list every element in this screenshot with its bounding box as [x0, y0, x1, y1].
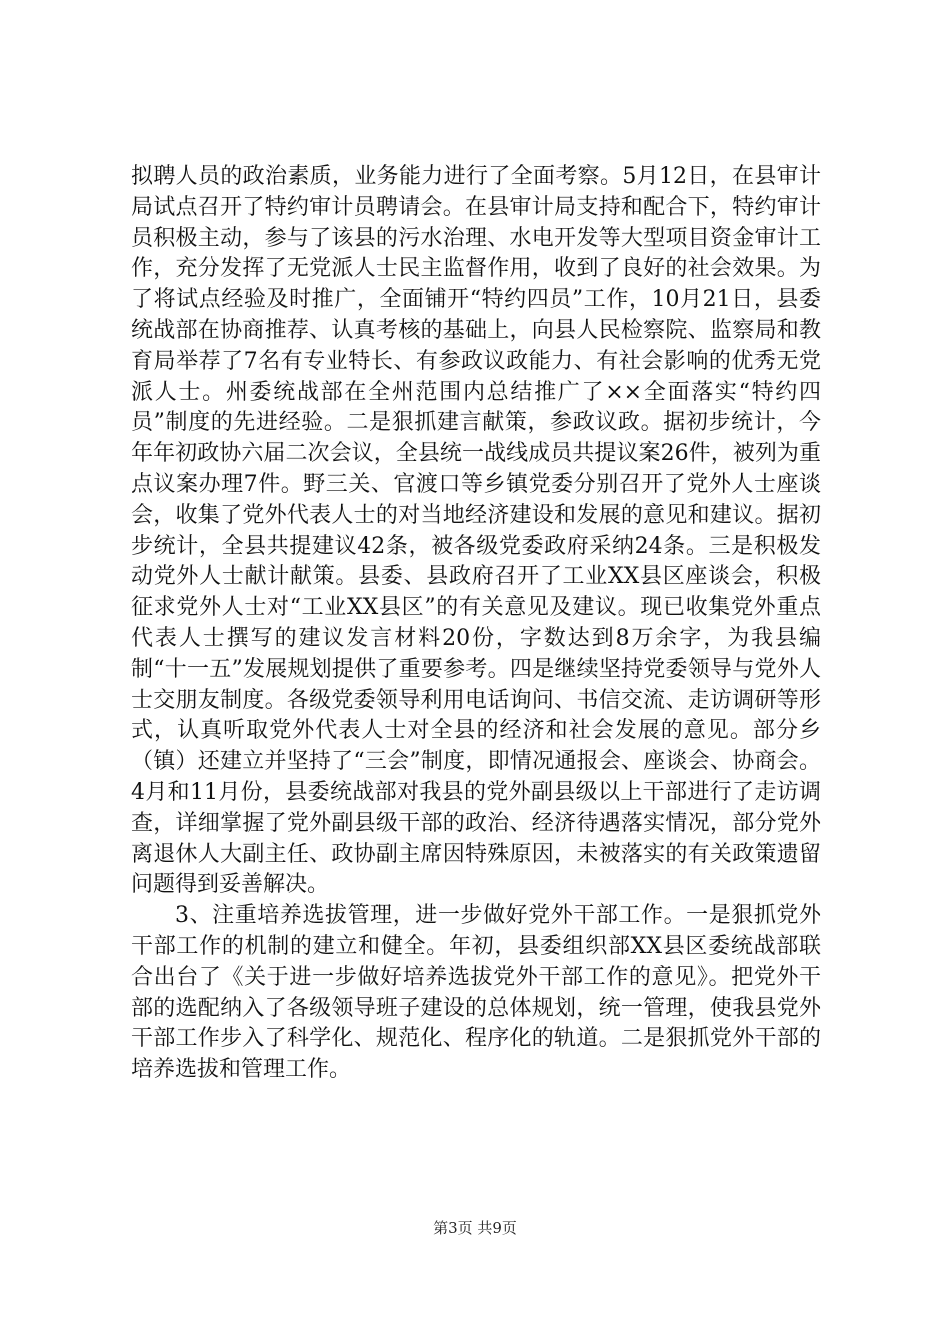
page-number-footer: 第3页 共9页: [433, 1219, 517, 1237]
body-paragraph-1: 拟聘人员的政治素质，业务能力进行了全面考察。5月12日，在县审计局试点召开了特约审计员聘请会。在县审计局支持和配合下，特约审计员积极主动，参与了该县的污水治理、水电开发等大型项目资金审计工作，充分发挥了无党派人士民主监督作用，收到了良好的社会效果。为了将试点经验及时推广，全面铺开“特约四员”工作，10月21日，县委统战部在协商推荐、认真考核的基础上，向县人民检察院、监察局和教育局举荐了7名有专业特长、有参政议政能力、有社会影响的优秀无党派人士。州委统战部在全州范围内总结推广了××全面落实“特约四员”制度的先进经验。二是狠抓建言献策，参政议政。据初步统计，今年年初政协六届二次会议，全县统一战线成员共提议案26件，被列为重点议案办理7件。野三关、官渡口等乡镇党委分别召开了党外人士座谈会，收集了党外代表人士的对当地经济建设和发展的意见和建议。据初步统计，全县共提建议42条，被各级党委政府采纳24条。三是积极发动党外人士献计献策。县委、县政府召开了工业XX县区座谈会，积极征求党外人士对“工业XX县区”的有关意见及建议。现已收集党外重点代表人士撰写的建议发言材料20份，字数达到8万余字，为我县编制“十一五”发展规划提供了重要参考。四是继续坚持党委领导与党外人士交朋友制度。各级党委领导利用电话询问、书信交流、走访调研等形式，认真听取党外代表人士对全县的经济和社会发展的意见。部分乡（镇）还建立并坚持了“三会”制度，即情况通报会、座谈会、协商会。4月和11月份，县委统战部对我县的党外副县级以上干部进行了走访调查，详细掌握了党外副县级干部的政治、经济待遇落实情况，部分党外离退休人大副主任、政协副主席因特殊原因，未被落实的有关政策遗留问题得到妥善解决。: [131, 164, 821, 898]
body-paragraph-2: 3、注重培养选拔管理，进一步做好党外干部工作。一是狠抓党外干部工作的机制的建立和健全。年初，县委组织部XX县区委统战部联合出台了《关于进一步做好培养选拔党外干部工作的意见》。把党外干部的选配纳入了各级领导班子建设的总体规划，统一管理，使我县党外干部工作步入了科学化、规范化、程序化的轨道。二是狠抓党外干部的培养选拔和管理工作。: [131, 903, 821, 1083]
document-body: [131, 162, 821, 1086]
